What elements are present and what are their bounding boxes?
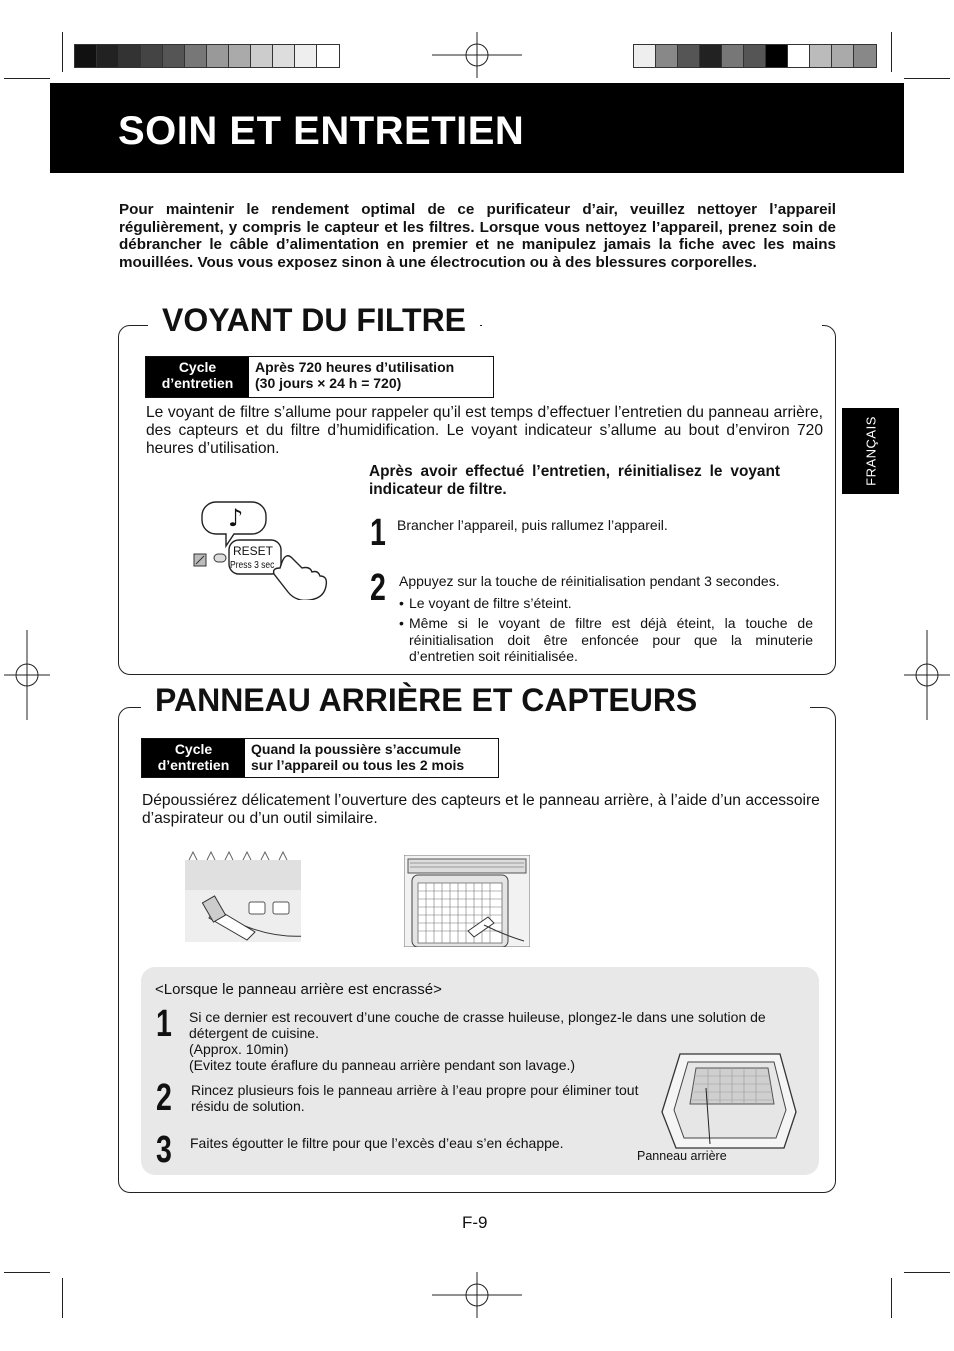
cycle-value-line1: Après 720 heures d’utilisation bbox=[255, 359, 455, 375]
filter-step-2-bullet-2: • Même si le voyant de filtre est déjà éteint, la touche de réinitialisation doit être enfoncée pour que la minuterie d’entretien soit réinitialisée. bbox=[399, 615, 813, 665]
cycle-value-line2: (30 jours × 24 h = 720) bbox=[255, 375, 402, 391]
reset-heading: Après avoir effectué l’entretien, réinitialisez le voyant indicateur de filtre. bbox=[369, 463, 780, 498]
panel-cycle-value-line1: Quand la poussière s’accumule bbox=[251, 741, 462, 757]
filter-step-2-number: 2 bbox=[370, 567, 386, 609]
panel-step-2-text: Rincez plusieurs fois le panneau arrière à l’eau propre pour éliminer tout résidu de solution. bbox=[191, 1082, 639, 1114]
tray-caption: Panneau arrière bbox=[637, 1149, 727, 1163]
cycle-label-line2: d’entretien bbox=[161, 375, 234, 391]
filter-step-2-bullet-1: • Le voyant de filtre s’éteint. bbox=[399, 595, 813, 612]
panel-step-2-number: 2 bbox=[156, 1077, 172, 1119]
panel-cycle-label-line1: Cycle bbox=[174, 741, 213, 757]
registration-mark-top bbox=[432, 32, 522, 78]
registration-mark-right bbox=[904, 630, 950, 720]
panel-step-1-line2: (Approx. 10min) bbox=[189, 1041, 289, 1057]
panel-step-1-number: 1 bbox=[156, 1003, 172, 1045]
cycle-label-line1: Cycle bbox=[178, 359, 217, 375]
dirty-panel-heading: <Lorsque le panneau arrière est encrassé> bbox=[155, 981, 442, 998]
reset-button-label: RESET bbox=[233, 544, 274, 558]
panel-cycle-table bbox=[141, 738, 499, 778]
panel-description: Dépoussiérez délicatement l’ouverture des capteurs et le panneau arrière, à l’aide d’un accessoire d’aspirateur ou d’un outil similaire. bbox=[142, 792, 820, 827]
color-bar-right bbox=[633, 44, 877, 68]
wash-tray-illustration bbox=[660, 1048, 800, 1150]
filter-section-title: VOYANT DU FILTRE bbox=[148, 302, 480, 339]
registration-mark-bottom bbox=[432, 1272, 522, 1318]
language-label: FRANÇAIS bbox=[863, 416, 878, 486]
intro-warning: Pour maintenir le rendement optimal de ce purificateur d’air, veuillez nettoyer l’appareil régulièrement, y compris le capteur et les filtres. Lorsque vous nettoyez l’appareil, prenez soin de débrancher le câble d’alimentation en premier et ne manipulez jamais la fiche avec les mains mouillées. Vous vous exposez sinon à une électrocution ou à des blessures corporelles. bbox=[119, 201, 836, 271]
panel-section-title: PANNEAU ARRIÈRE ET CAPTEURS bbox=[141, 682, 711, 719]
filter-cycle-table bbox=[145, 356, 494, 398]
filter-step-1-number: 1 bbox=[370, 512, 386, 554]
filter-step-2-main: Appuyez sur la touche de réinitialisation pendant 3 secondes. bbox=[399, 573, 780, 589]
panel-step-1-line3: (Evitez toute éraflure du panneau arrière pendant son lavage.) bbox=[189, 1057, 576, 1073]
page-header bbox=[50, 83, 904, 173]
panel-step-3-number: 3 bbox=[156, 1129, 172, 1171]
panel-step-3-text: Faites égoutter le filtre pour que l’excès d’eau s’en échappe. bbox=[190, 1135, 564, 1151]
filter-description: Le voyant de filtre s’allume pour rappeler qu’il est temps d’effectuer l’entretien du panneau arrière, des capteurs et du filtre d’humidification. Le voyant indicateur s’allume au bout d’environ 720 heures d’utilisation. bbox=[146, 404, 823, 457]
reset-button-sublabel: Press 3 sec bbox=[230, 560, 275, 571]
panel-cycle-value-line2: sur l’appareil ou tous les 2 mois bbox=[251, 757, 465, 773]
music-note-icon: ♪ bbox=[228, 504, 244, 532]
color-bar-left bbox=[74, 44, 340, 68]
language-tab bbox=[842, 408, 899, 494]
page-title: SOIN ET ENTRETIEN bbox=[118, 109, 525, 153]
registration-mark-left bbox=[4, 630, 50, 720]
filter-step-2-text bbox=[399, 573, 813, 665]
panel-cycle-label-line2: d’entretien bbox=[157, 757, 230, 773]
sensor-cleaning-illustration bbox=[185, 850, 301, 942]
panel-step-1-line1: Si ce dernier est recouvert d’une couche de crasse huileuse, plongez-le dans une solution de détergent de cuisine. bbox=[189, 1009, 766, 1041]
page-number: F-9 bbox=[462, 1213, 488, 1232]
rear-panel-cleaning-illustration bbox=[404, 855, 530, 947]
filter-step-1-text: Brancher l’appareil, puis rallumez l’appareil. bbox=[397, 517, 668, 533]
